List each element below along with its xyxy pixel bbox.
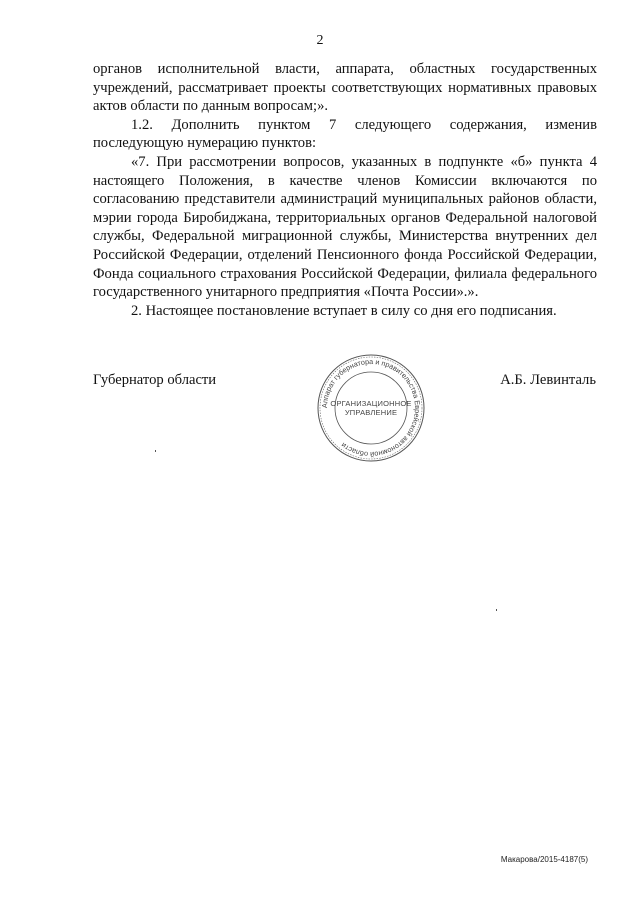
body-paragraph: 1.2. Дополнить пунктом 7 следующего содержания, изменив последующую нумерацию пунктов: [93, 116, 597, 152]
document-body [93, 60, 597, 320]
body-paragraph: органов исполнительной власти, аппарата, областных государственных учреждений, рассматривает проекты соответствующих нормативных правовых актов области по данным вопросам;». [93, 61, 597, 115]
stamp-center [315, 352, 427, 464]
stamp-center-line1: ОРГАНИЗАЦИОННОЕ [330, 399, 412, 408]
scan-speck [496, 609, 497, 611]
body-paragraph: 2. Настоящее постановление вступает в силу со дня его подписания. [131, 302, 557, 319]
body-paragraph: «7. При рассмотрении вопросов, указанных в подпункте «б» пункта 4 настоящего Положения, в качестве членов Комиссии включаются по согласованию представители администраций муниципальных районов области, мэрии города Биробиджана, территориальных органов Федеральной налоговой службы, Федеральной миграционной службы, Министерства внутренних дел Российской Федерации, отделений Пенсионного фонда Российской Федерации, Фонда социального страхования Российской Федерации, филиала федерального государственного унитарного предприятия «Почта России».». [93, 153, 597, 301]
official-stamp [315, 352, 427, 464]
scan-speck [155, 450, 156, 452]
page-number: 2 [316, 33, 324, 48]
stamp-center-line2: УПРАВЛЕНИЕ [344, 408, 398, 417]
signatory-name: А.Б. Левинталь [500, 372, 596, 388]
signatory-position: Губернатор области [93, 372, 217, 388]
document-reference-code: Макарова/2015-4187(5) [500, 855, 588, 864]
stamp-ring-text: Аппарат губернатора и правительства Еврейской автономной области [319, 356, 423, 460]
